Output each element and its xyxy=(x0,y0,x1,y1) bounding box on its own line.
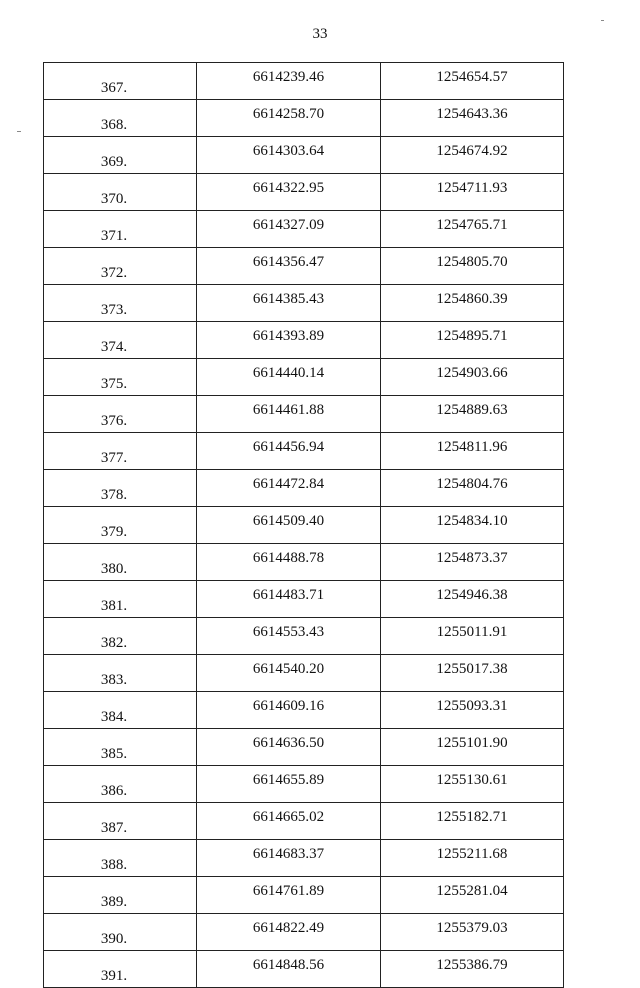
point-number: 367. xyxy=(100,80,128,96)
y-coordinate: 1254765.71 xyxy=(381,211,564,248)
x-coordinate: 6614665.02 xyxy=(197,803,381,840)
x-coordinate: 6614761.89 xyxy=(197,877,381,914)
x-coordinate: 6614540.20 xyxy=(197,655,381,692)
point-number-cell xyxy=(44,322,197,359)
x-coordinate: 6614472.84 xyxy=(197,470,381,507)
point-number: 381. xyxy=(100,598,128,614)
x-coordinate: 6614483.71 xyxy=(197,581,381,618)
x-coordinate: 6614440.14 xyxy=(197,359,381,396)
point-number-cell xyxy=(44,100,197,137)
point-number: 375. xyxy=(100,376,128,392)
point-number: 384. xyxy=(100,709,128,725)
x-coordinate: 6614683.37 xyxy=(197,840,381,877)
y-coordinate: 1255211.68 xyxy=(381,840,564,877)
point-number-cell xyxy=(44,692,197,729)
y-coordinate: 1254643.36 xyxy=(381,100,564,137)
point-number: 389. xyxy=(100,894,128,910)
x-coordinate: 6614461.88 xyxy=(197,396,381,433)
point-number: 385. xyxy=(100,746,128,762)
point-number-cell xyxy=(44,914,197,951)
point-number: 373. xyxy=(100,302,128,318)
point-number-cell xyxy=(44,544,197,581)
point-number-cell xyxy=(44,507,197,544)
x-coordinate: 6614509.40 xyxy=(197,507,381,544)
y-coordinate: 1255386.79 xyxy=(381,951,564,988)
point-number-cell xyxy=(44,729,197,766)
x-coordinate: 6614322.95 xyxy=(197,174,381,211)
table-row xyxy=(44,840,564,877)
point-number-cell xyxy=(44,766,197,803)
table-row xyxy=(44,618,564,655)
point-number-cell xyxy=(44,877,197,914)
point-number: 369. xyxy=(100,154,128,170)
point-number: 387. xyxy=(100,820,128,836)
scan-mark-left xyxy=(17,131,21,132)
x-coordinate: 6614488.78 xyxy=(197,544,381,581)
point-number-cell xyxy=(44,618,197,655)
table-row xyxy=(44,692,564,729)
y-coordinate: 1254711.93 xyxy=(381,174,564,211)
point-number: 388. xyxy=(100,857,128,873)
table-row xyxy=(44,766,564,803)
y-coordinate: 1255101.90 xyxy=(381,729,564,766)
y-coordinate: 1254805.70 xyxy=(381,248,564,285)
point-number: 374. xyxy=(100,339,128,355)
point-number: 386. xyxy=(100,783,128,799)
point-number: 390. xyxy=(100,931,128,947)
table-row xyxy=(44,63,564,100)
point-number-cell xyxy=(44,211,197,248)
y-coordinate: 1254834.10 xyxy=(381,507,564,544)
point-number: 391. xyxy=(100,968,128,984)
y-coordinate: 1254903.66 xyxy=(381,359,564,396)
point-number: 372. xyxy=(100,265,128,281)
point-number-cell xyxy=(44,803,197,840)
x-coordinate: 6614456.94 xyxy=(197,433,381,470)
table-row xyxy=(44,581,564,618)
point-number: 376. xyxy=(100,413,128,429)
table-row xyxy=(44,914,564,951)
x-coordinate: 6614303.64 xyxy=(197,137,381,174)
x-coordinate: 6614239.46 xyxy=(197,63,381,100)
point-number: 370. xyxy=(100,191,128,207)
y-coordinate: 1254804.76 xyxy=(381,470,564,507)
point-number: 368. xyxy=(100,117,128,133)
point-number-cell xyxy=(44,581,197,618)
y-coordinate: 1254811.96 xyxy=(381,433,564,470)
x-coordinate: 6614393.89 xyxy=(197,322,381,359)
x-coordinate: 6614609.16 xyxy=(197,692,381,729)
point-number-cell xyxy=(44,174,197,211)
y-coordinate: 1255281.04 xyxy=(381,877,564,914)
point-number-cell xyxy=(44,285,197,322)
table-row xyxy=(44,507,564,544)
point-number-cell xyxy=(44,951,197,988)
table-row xyxy=(44,359,564,396)
x-coordinate: 6614848.56 xyxy=(197,951,381,988)
x-coordinate: 6614655.89 xyxy=(197,766,381,803)
y-coordinate: 1254889.63 xyxy=(381,396,564,433)
point-number: 371. xyxy=(100,228,128,244)
point-number: 377. xyxy=(100,450,128,466)
y-coordinate: 1254860.39 xyxy=(381,285,564,322)
point-number-cell xyxy=(44,359,197,396)
coordinates-table-body xyxy=(44,63,564,988)
table-row xyxy=(44,544,564,581)
coordinates-table xyxy=(43,62,564,988)
table-row xyxy=(44,174,564,211)
table-row xyxy=(44,396,564,433)
point-number-cell xyxy=(44,248,197,285)
y-coordinate: 1255017.38 xyxy=(381,655,564,692)
scan-mark-right xyxy=(601,20,604,21)
table-row xyxy=(44,137,564,174)
table-row xyxy=(44,322,564,359)
point-number-cell xyxy=(44,396,197,433)
y-coordinate: 1254654.57 xyxy=(381,63,564,100)
table-row xyxy=(44,470,564,507)
point-number-cell xyxy=(44,433,197,470)
point-number-cell xyxy=(44,137,197,174)
table-row xyxy=(44,285,564,322)
table-row xyxy=(44,211,564,248)
table-row xyxy=(44,248,564,285)
y-coordinate: 1254895.71 xyxy=(381,322,564,359)
table-row xyxy=(44,433,564,470)
x-coordinate: 6614327.09 xyxy=(197,211,381,248)
point-number-cell xyxy=(44,655,197,692)
point-number-cell xyxy=(44,840,197,877)
x-coordinate: 6614822.49 xyxy=(197,914,381,951)
y-coordinate: 1254873.37 xyxy=(381,544,564,581)
y-coordinate: 1255130.61 xyxy=(381,766,564,803)
x-coordinate: 6614356.47 xyxy=(197,248,381,285)
x-coordinate: 6614258.70 xyxy=(197,100,381,137)
x-coordinate: 6614553.43 xyxy=(197,618,381,655)
point-number-cell xyxy=(44,470,197,507)
point-number: 382. xyxy=(100,635,128,651)
table-row xyxy=(44,803,564,840)
table-row xyxy=(44,655,564,692)
point-number: 380. xyxy=(100,561,128,577)
x-coordinate: 6614385.43 xyxy=(197,285,381,322)
y-coordinate: 1254946.38 xyxy=(381,581,564,618)
table-row xyxy=(44,877,564,914)
table-row xyxy=(44,729,564,766)
y-coordinate: 1254674.92 xyxy=(381,137,564,174)
table-row xyxy=(44,951,564,988)
point-number: 378. xyxy=(100,487,128,503)
x-coordinate: 6614636.50 xyxy=(197,729,381,766)
y-coordinate: 1255093.31 xyxy=(381,692,564,729)
point-number: 383. xyxy=(100,672,128,688)
y-coordinate: 1255182.71 xyxy=(381,803,564,840)
table-row xyxy=(44,100,564,137)
y-coordinate: 1255011.91 xyxy=(381,618,564,655)
point-number: 379. xyxy=(100,524,128,540)
y-coordinate: 1255379.03 xyxy=(381,914,564,951)
page-number: 33 xyxy=(312,26,328,42)
point-number-cell xyxy=(44,63,197,100)
